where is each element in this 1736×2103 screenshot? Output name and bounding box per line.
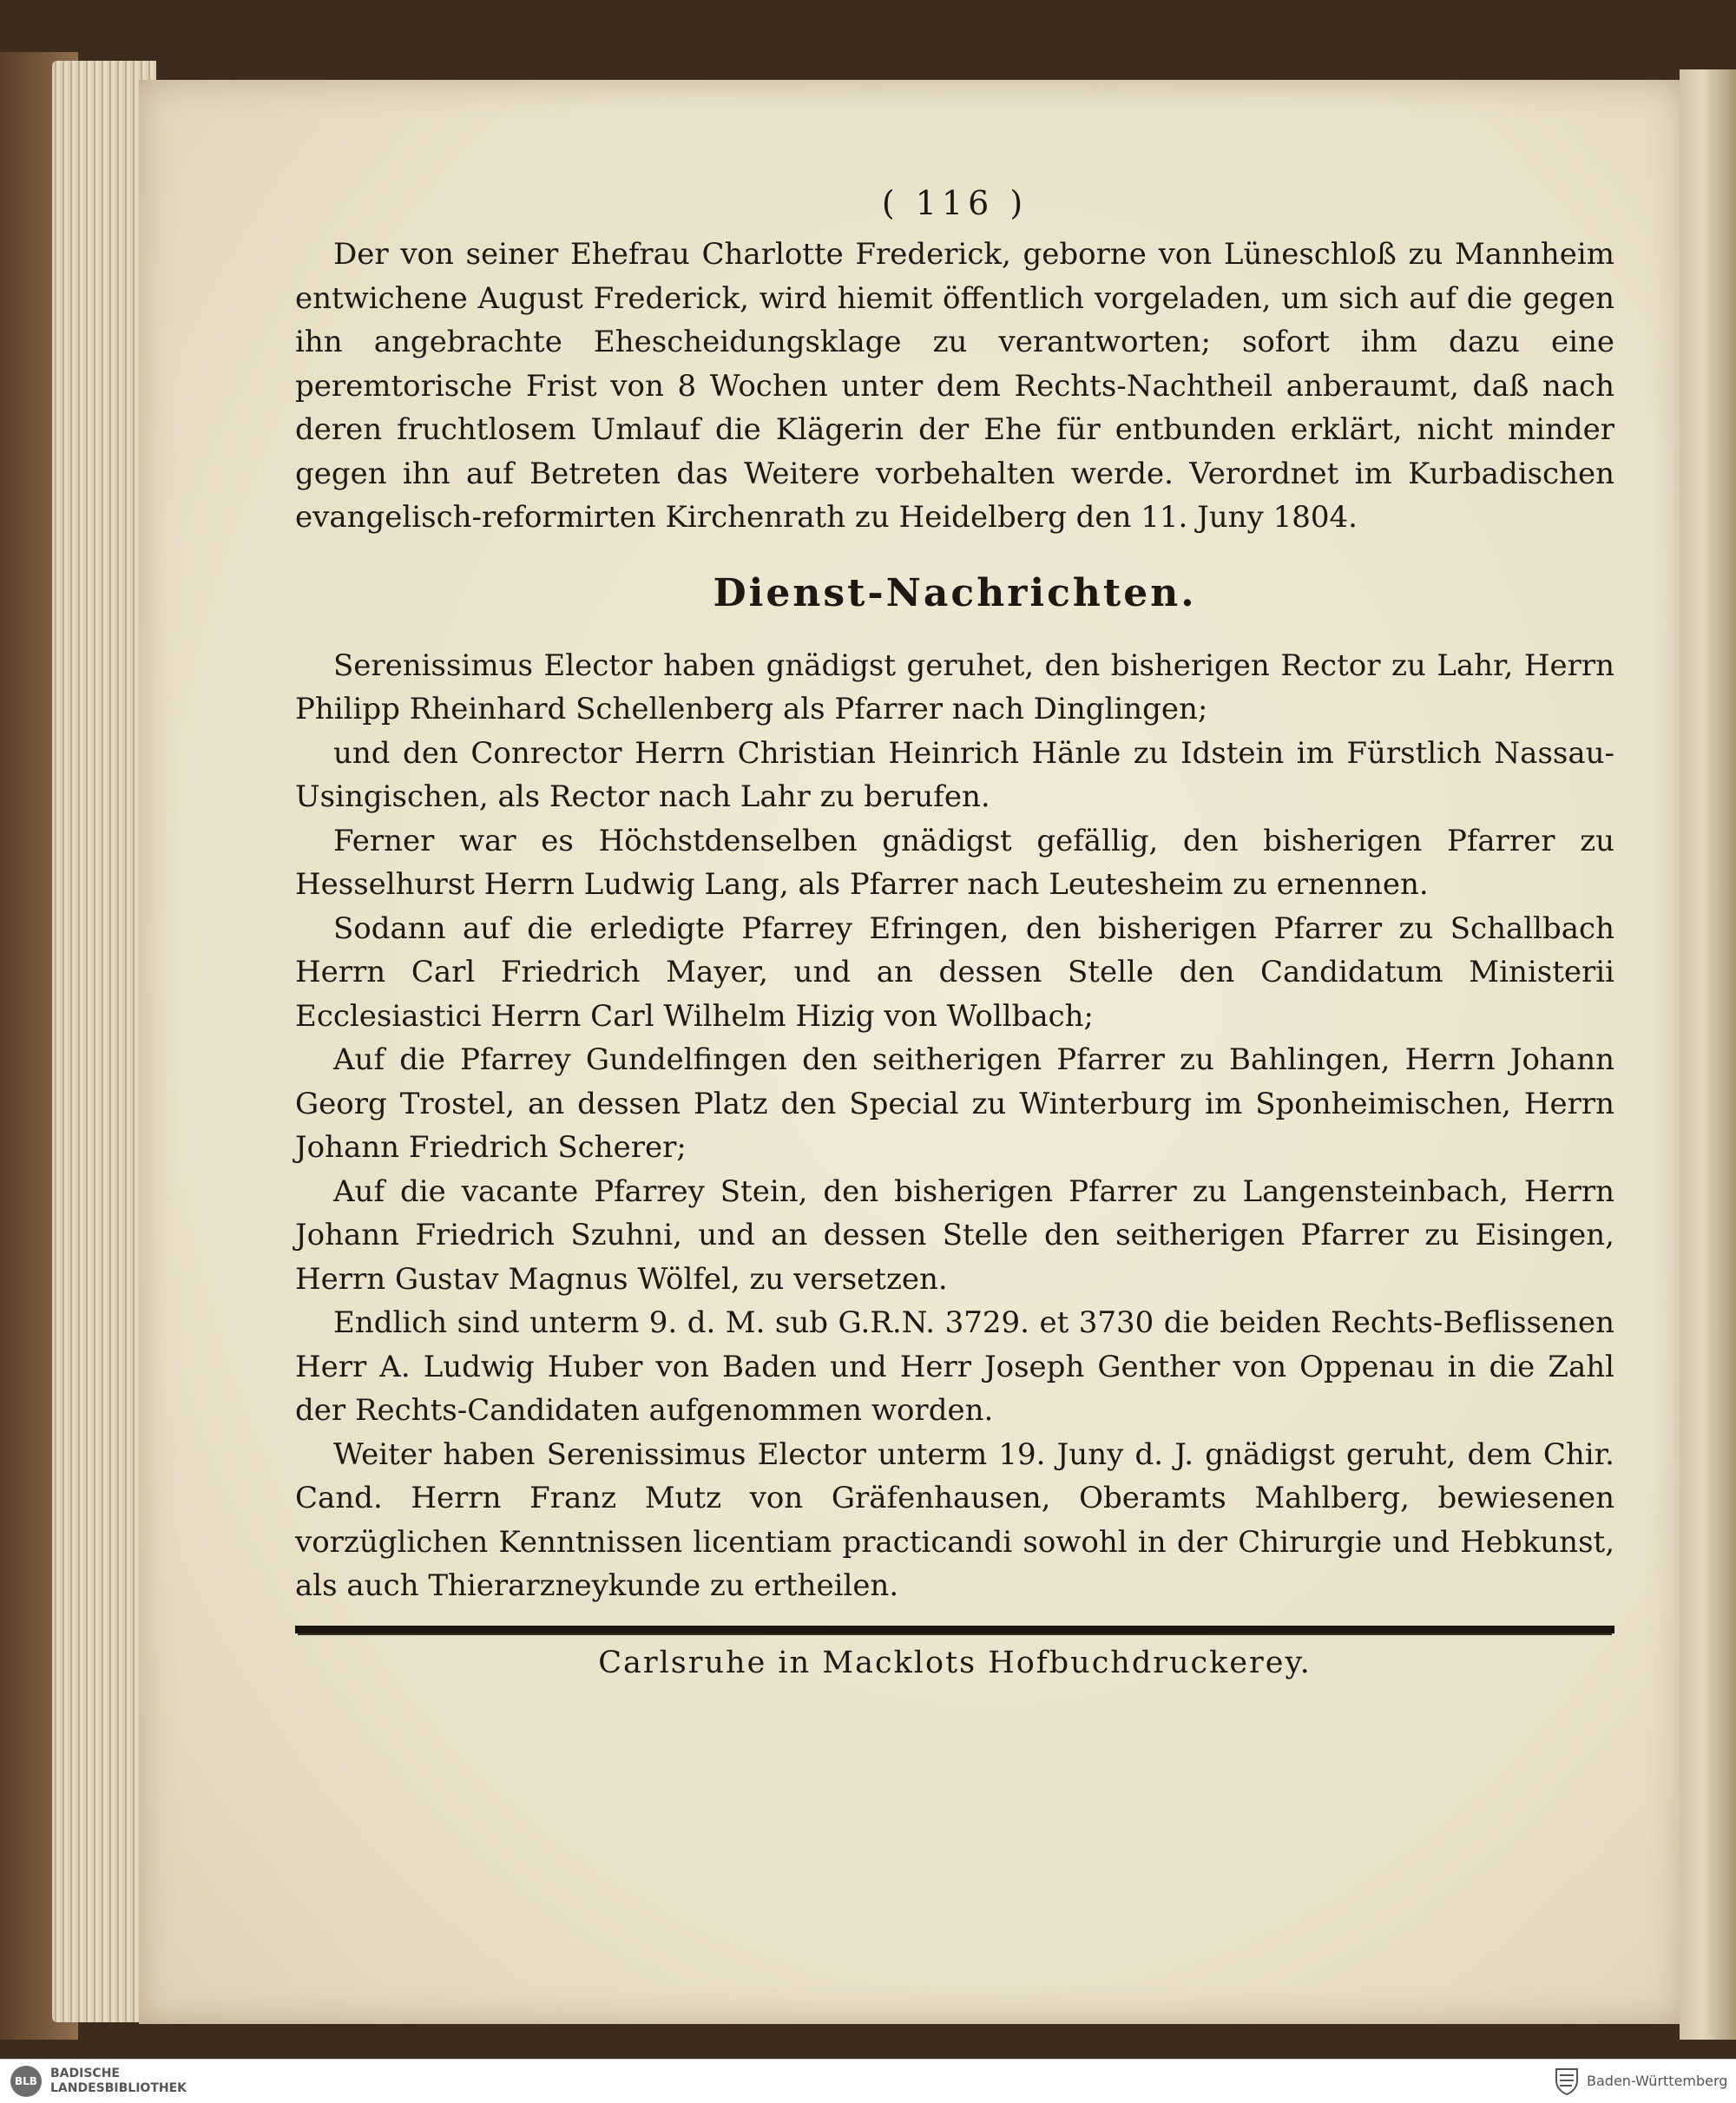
summons-paragraph: Der von seiner Ehefrau Charlotte Frederick, geborne von Lüneschloß zu Mannheim entwichene August Frederick, wird hiemit öffentlich vorgeladen, um sich auf die gegen ihn angebrachte Ehescheidungsklage zu verantworten; sofort ihm dazu eine peremtorische Frist von 8 Wochen unter dem Rechts-Nachtheil anberaumt, daß nach deren fruchtlosem Umlauf die Klägerin der Ehe für entbunden erklärt, nicht minder gegen ihn auf Betreten das Weitere vorbehalten werde. Verordnet im Kurbadischen evangelisch-reformirten Kirchenrath zu Heidelberg den 11. Juny 1804.: [295, 237, 1614, 535]
page-number: ( 116 ): [881, 184, 1029, 222]
section-heading: Dienst-Nachrichten.: [713, 570, 1197, 615]
footer-rule: [295, 1626, 1614, 1633]
blb-logo-icon[interactable]: BLB: [10, 2066, 42, 2097]
notice-paragraph: und den Conrector Herrn Christian Heinrich Hänle zu Idstein im Fürstlich Nassau-Usingischen, als Rector nach Lahr zu berufen.: [295, 735, 1614, 814]
library-name-line1: BADISCHE: [50, 2067, 120, 2080]
next-page-edge: [1680, 69, 1736, 2040]
notice-paragraph: Weiter haben Serenissimus Elector unterm 19. Juny d. J. gnädigst geruht, dem Chir. Cand. Herrn Franz Mutz von Gräfenhausen, Oberamts Mahlberg, bewiesenen vorzüglichen Kenntnissen licentiam practicandi sowohl in der Chirurgie und Hebkunst, als auch Thierarzneykunde zu ertheilen.: [295, 1436, 1614, 1603]
library-name[interactable]: [50, 2067, 187, 2096]
notice-paragraph: Sodann auf die erledigte Pfarrey Efringen, den bisherigen Pfarrer zu Schallbach Herrn Carl Friedrich Mayer, und an dessen Stelle den Candidatum Ministerii Ecclesiastici Herrn Carl Wilhelm Hizig von Wollbach;: [295, 910, 1614, 1034]
notice-paragraph: Endlich sind unterm 9. d. M. sub G.R.N. 3729. et 3730 die beiden Rechts-Beflissenen Herr A. Ludwig Huber von Baden und Herr Joseph Genther von Oppenau in die Zahl der Rechts-Candidaten aufgenommen worden.: [295, 1305, 1614, 1428]
coat-of-arms-icon: [1554, 2067, 1580, 2096]
printer-imprint: Carlsruhe in Macklots Hofbuchdruckerey.: [598, 1645, 1312, 1680]
state-label[interactable]: Baden-Württemberg: [1587, 2073, 1728, 2089]
viewer-footer-bar: [0, 2059, 1736, 2103]
library-name-line2: LANDESBIBLIOTHEK: [50, 2081, 187, 2095]
notice-paragraph: Auf die Pfarrey Gundelfingen den seitherigen Pfarrer zu Bahlingen, Herrn Johann Georg Trostel, an dessen Platz den Special zu Winterburg im Sponheimischen, Herrn Johann Friedrich Scherer;: [295, 1042, 1614, 1165]
notice-paragraph: Auf die vacante Pfarrey Stein, den bisherigen Pfarrer zu Langensteinbach, Herrn Johann Friedrich Szuhni, und an dessen Stelle den seitherigen Pfarrer zu Eisingen, Herrn Gustav Magnus Wölfel, zu versetzen.: [295, 1173, 1614, 1297]
page-text: [295, 184, 1614, 1680]
notice-paragraph: Ferner war es Höchstdenselben gnädigst gefällig, den bisherigen Pfarrer zu Hesselhurst Herrn Ludwig Lang, als Pfarrer nach Leutesheim zu ernennen.: [295, 823, 1614, 902]
notice-paragraph: Serenissimus Elector haben gnädigst geruhet, den bisherigen Rector zu Lahr, Herrn Philipp Rheinhard Schellenberg als Pfarrer nach Dinglingen;: [295, 647, 1614, 726]
